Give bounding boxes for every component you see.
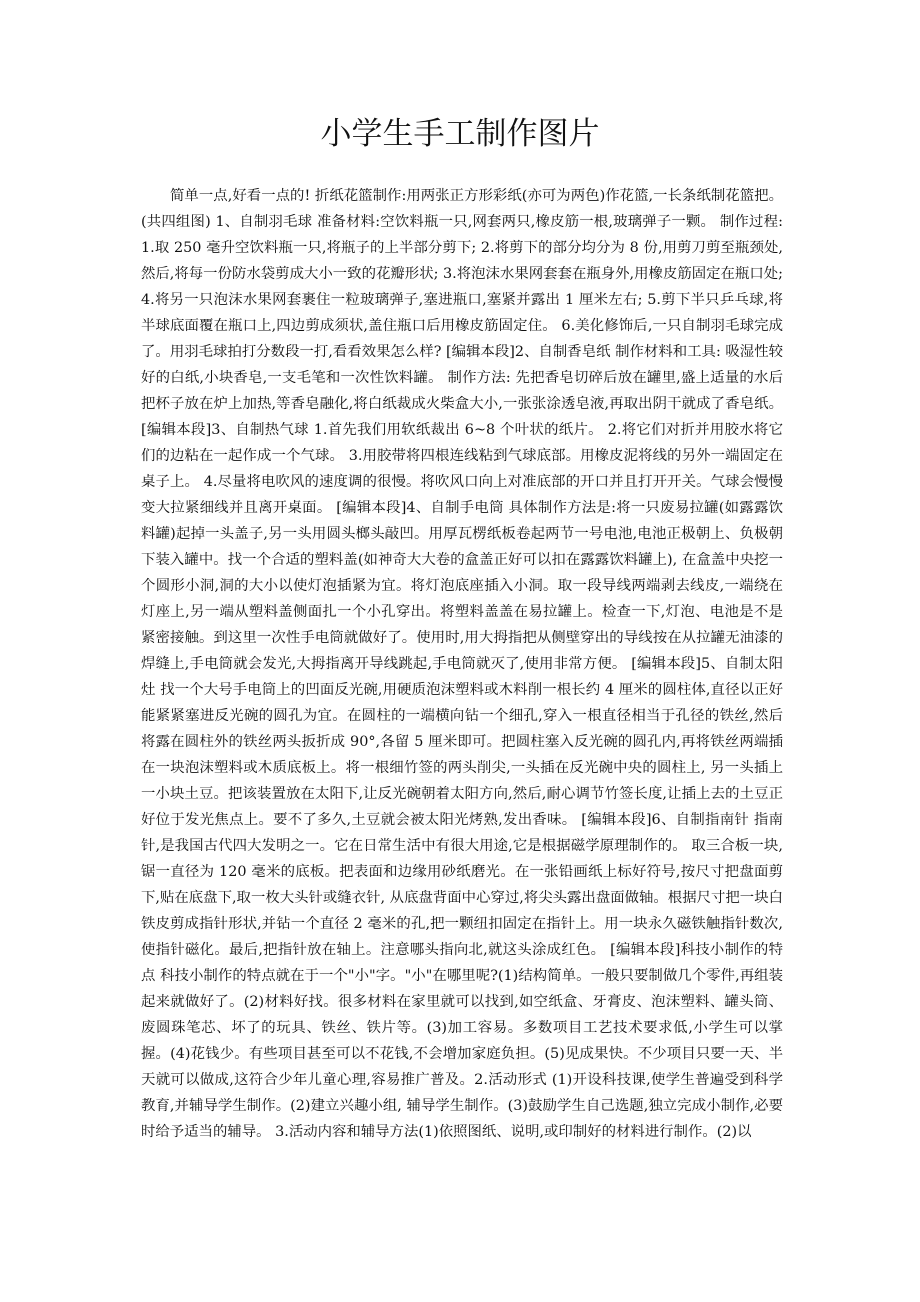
document-title: 小学生手工制作图片: [320, 116, 600, 152]
document-body-paragraph: 简单一点,好看一点的! 折纸花篮制作:用两张正方形彩纸(亦可为两色)作花篮,一长条纸制花篮把。 (共四组图) 1、自制羽毛球 准备材料:空饮料瓶一只,网套两只,橡皮筋一根,玻璃弹子一颗。 制作过程: 1.取 250 毫升空饮料瓶一只,将瓶子的上半部分剪下; 2.将剪下的部分均分为 8 份,用剪刀剪至瓶颈处,然后,将每一份防水袋剪成大小一致的花瓣形状; 3.将泡沫水果网套套在瓶身外,用橡皮筋固定在瓶口处; 4.将另一只泡沫水果网套裹住一粒玻璃弹子,塞进瓶口,塞紧并露出 1 厘米左右; 5.剪下半只乒乓球,将半球底面覆在瓶口上,四边剪成须状,盖住瓶口后用橡皮筋固定住。 6.美化修饰后,一只自制羽毛球完成了。用羽毛球拍打分数段一打,看看效果怎么样? [编辑本段]2、自制香皂纸 制作材料和工具: 吸湿性较好的白纸,小块香皂,一支毛笔和一次性饮料罐。 制作方法: 先把香皂切碎后放在罐里,盛上适量的水后把杯子放在炉上加热,等香皂融化,将白纸裁成火柴盒大小,一张张涂透皂液,再取出阴干就成了香皂纸。 [编辑本段]3、自制热气球 1.首先我们用软纸裁出 6~8 个叶状的纸片。 2.将它们对折并用胶水将它们的边粘在一起作成一个气球。 3.用胶带将四根连线粘到气球底部。用橡皮泥将线的另外一端固定在桌子上。 4.尽量将电吹风的速度调的很慢。将吹风口向上对准底部的开口并且打开开关。气球会慢慢变大拉紧细线并且离开桌面。 [编辑本段]4、自制手电筒 具体制作方法是:将一只废易拉罐(如露露饮料罐)起掉一头盖子,另一头用圆头榔头敲凹。用厚瓦楞纸板卷起两节一号电池,电池正极朝上、负极朝下装入罐中。找一个合适的塑料盖(如神奇大大卷的盒盖正好可以扣在露露饮料罐上), 在盒盖中央挖一个圆形小洞,洞的大小以使灯泡插紧为宜。将灯泡底座插入小洞。取一段导线两端剥去线皮,一端绕在灯座上,另一端从塑料盖侧面扎一个小孔穿出。将塑料盖盖在易拉罐上。检查一下,灯泡、电池是不是紧密接触。到这里一次性手电筒就做好了。使用时,用大拇指把从侧壁穿出的导线按在从拉罐无油漆的焊缝上,手电筒就会发光,大拇指离开导线跳起,手电筒就灭了,使用非常方便。 [编辑本段]5、自制太阳灶 找一个大号手电筒上的凹面反光碗,用硬质泡沫塑料或木料削一根长约 4 厘米的圆柱体,直径以正好能紧紧塞进反光碗的圆孔为宜。在圆柱的一端横向钻一个细孔,穿入一根直径相当于孔径的铁丝,然后将露在圆柱外的铁丝两头扳折成 90°,各留 5 厘米即可。把圆柱塞入反光碗的圆孔内,再将铁丝两端插在一块泡沫塑料或木质底板上。将一根细竹签的两头削尖,一头插在反光碗中央的圆柱上, 另一头插上一小块土豆。把该装置放在太阳下,让反光碗朝着太阳方向,然后,耐心调节竹签长度,让插上去的土豆正好位于发光焦点上。要不了多久,土豆就会被太阳光烤熟,发出香味。 [编辑本段]6、自制指南针 指南针,是我国古代四大发明之一。它在日常生活中有很大用途,它是根据磁学原理制作的。 取三合板一块,锯一直径为 120 毫米的底板。把表面和边缘用砂纸磨光。在一张铅画纸上标好符号,按尺寸把盘面剪下,贴在底盘下,取一枚大头针或缝衣针, 从底盘背面中心穿过,将尖头露出盘面做轴。根据尺寸把一块白铁皮剪成指针形状,并钻一个直径 2 毫米的孔,把一颗纽扣固定在指针上。用一块永久磁铁触指针数次,使指针磁化。最后,把指针放在轴上。注意哪头指向北,就这头涂成红色。 [编辑本段]科技小制作的特点 科技小制作的特点就在于一个"小"字。"小"在哪里呢?(1)结构简单。一般只要制做几个零件,再组装起来就做好了。(2)材料好找。很多材料在家里就可以找到,如空纸盒、牙膏皮、泡沫塑料、罐头筒、废圆珠笔芯、坏了的玩具、铁丝、铁片等。(3)加工容易。多数项目工艺技术要求低,小学生可以掌握。(4)花钱少。有些项目甚至可以不花钱,不会增加家庭负担。(5)见成果快。不少项目只要一天、半天就可以做成,这符合少年儿童心理,容易推广普及。2.活动形式 (1)开设科技课,使学生普遍受到科学教育,并辅导学生制作。(2)建立兴趣小组, 辅导学生制作。(3)鼓励学生自己选题,独立完成小制作,必要时给予适当的辅导。 3.活动内容和辅导方法(1)依照图纸、说明,或印制好的材料进行制作。(2)以: [141, 188, 783, 1140]
